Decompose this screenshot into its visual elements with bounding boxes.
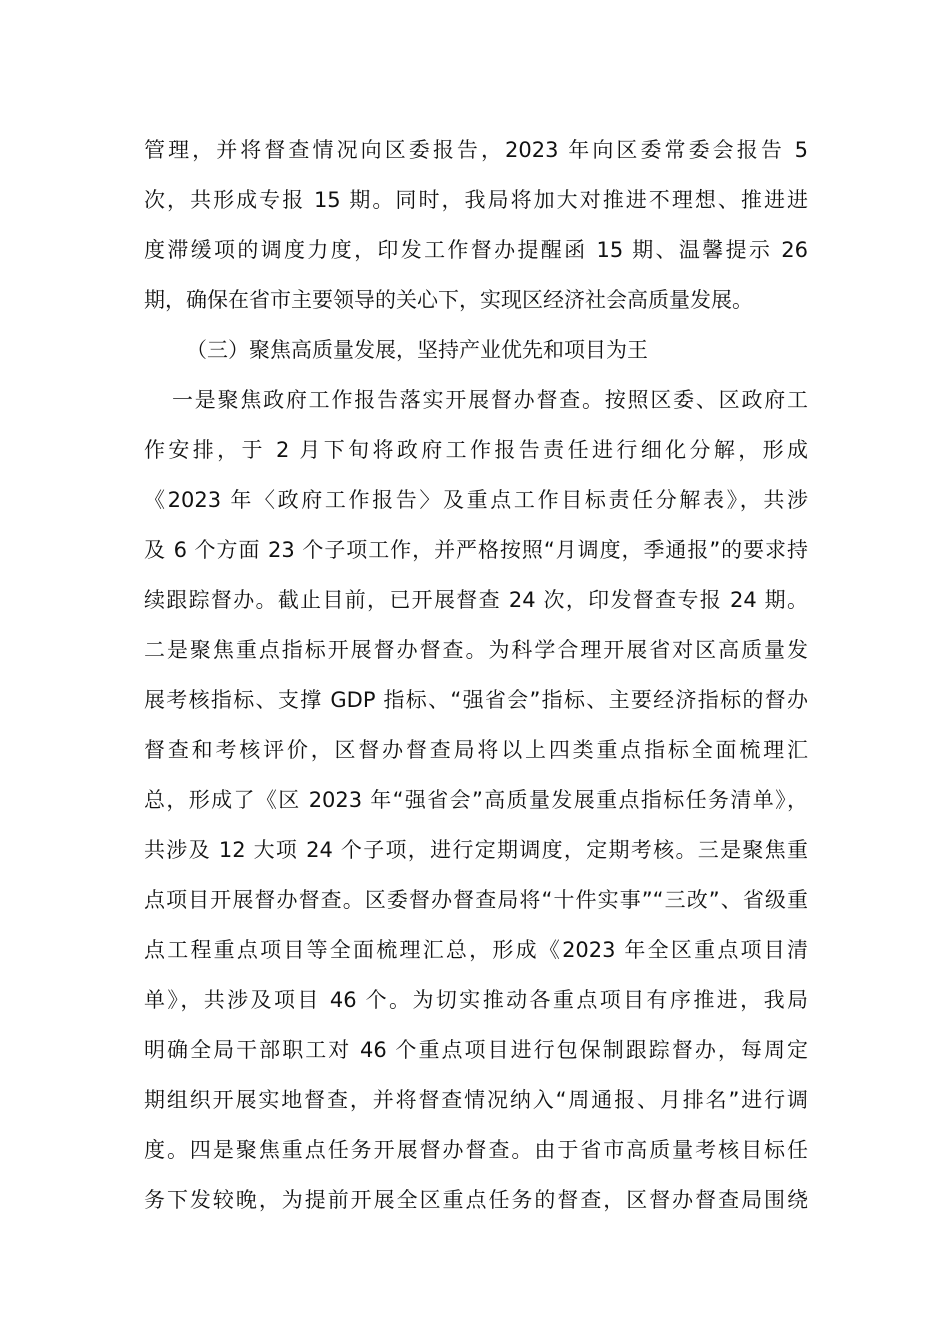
text-line: 期，确保在省市主要领导的关心下，实现区经济社会高质量发展。	[144, 288, 753, 312]
text-line: 二是聚焦重点指标开展督办督查。为科学合理开展省对区高质量发	[144, 638, 808, 662]
text-line: 度。四是聚焦重点任务开展督办督查。由于省市高质量考核目标任	[144, 1138, 808, 1162]
text-line: 续跟踪督办。截止目前，已开展督查 24 次，印发督查专报 24 期。	[144, 588, 808, 612]
text-line: 点项目开展督办督查。区委督办督查局将“十件实事”“三改”、省级重	[144, 888, 808, 912]
text-line: 单》，共涉及项目 46 个。为切实推动各重点项目有序推进，我局	[144, 988, 808, 1012]
text-line: 及 6 个方面 23 个子项工作，并严格按照“月调度，季通报”的要求持	[144, 538, 808, 562]
text-line: 次，共形成专报 15 期。同时，我局将加大对推进不理想、推进进	[144, 188, 808, 212]
text-line: 总，形成了《区 2023 年“强省会”高质量发展重点指标任务清单》，	[144, 788, 808, 812]
text-line: 作安排，于 2 月下旬将政府工作报告责任进行细化分解，形成	[144, 438, 808, 462]
text-line: 点工程重点项目等全面梳理汇总，形成《2023 年全区重点项目清	[144, 938, 808, 962]
text-line: 明确全局干部职工对 46 个重点项目进行包保制跟踪督办，每周定	[144, 1038, 808, 1062]
text-line: 度滞缓项的调度力度，印发工作督办提醒函 15 期、温馨提示 26	[144, 238, 808, 262]
text-line: 一是聚焦政府工作报告落实开展督办督查。按照区委、区政府工	[172, 388, 808, 412]
text-line: 管理，并将督查情况向区委报告，2023 年向区委常委会报告 5	[144, 138, 808, 162]
text-line: 《2023 年〈政府工作报告〉及重点工作目标责任分解表》，共涉	[144, 488, 808, 512]
text-line: 督查和考核评价，区督办督查局将以上四类重点指标全面梳理汇	[144, 738, 808, 762]
text-line: 共涉及 12 大项 24 个子项，进行定期调度，定期考核。三是聚焦重	[144, 838, 808, 862]
text-line: 展考核指标、支撑 GDP 指标、“强省会”指标、主要经济指标的督办	[144, 688, 808, 712]
text-line: 期组织开展实地督查，并将督查情况纳入“周通报、月排名”进行调	[144, 1088, 808, 1112]
text-line: 务下发较晚，为提前开展全区重点任务的督查，区督办督查局围绕	[144, 1188, 808, 1212]
section-heading: （三）聚焦高质量发展，坚持产业优先和项目为王	[186, 338, 648, 362]
